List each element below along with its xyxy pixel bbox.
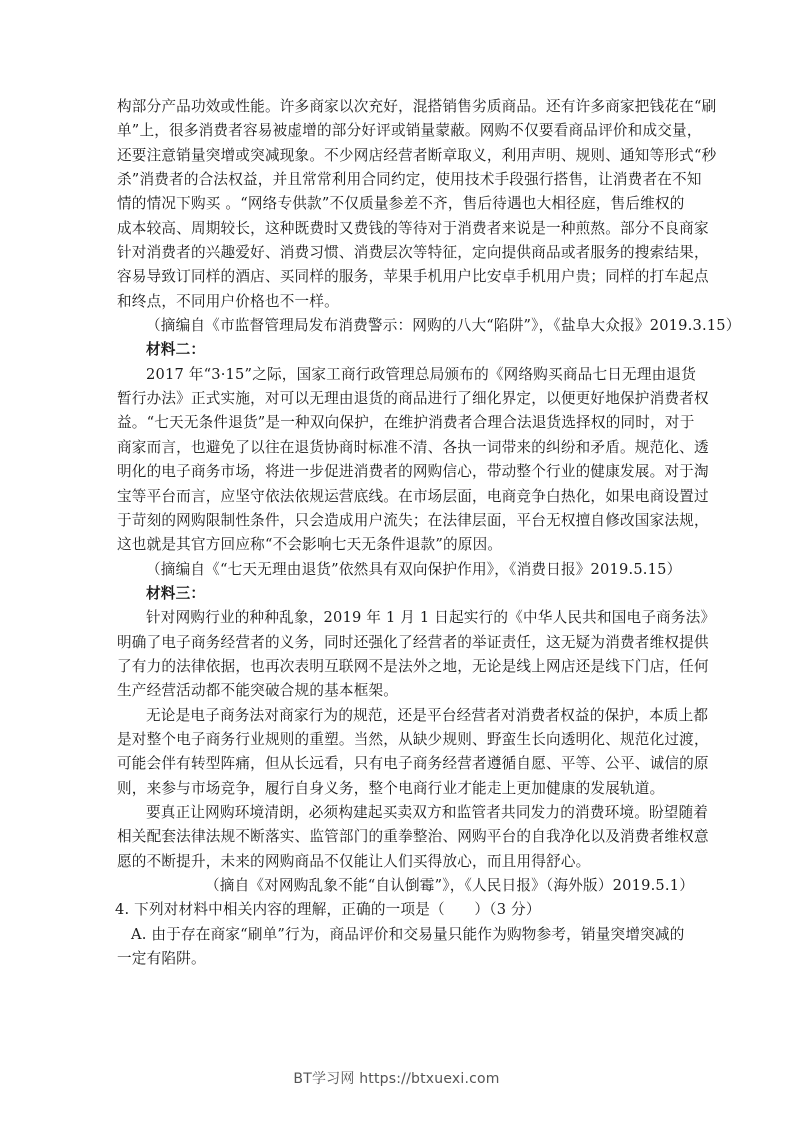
question-stem: 4. 下列对材料中相关内容的理解，正确的一项是（ ）（3 分）	[115, 901, 541, 919]
paragraph-line: 针对消费者的兴趣爱好、消费习惯、消费层次等特征，定向提供商品或者服务的搜索结果，	[117, 244, 709, 262]
paragraph-line: 构部分产品功效或性能。许多商家以次充好，混搭销售劣质商品。还有许多商家把钱花在“刷	[117, 98, 717, 115]
document-page	[115, 95, 741, 971]
paragraph-line: 生产经营活动都不能突破合规的基本框架。	[117, 682, 399, 700]
paragraph-line: 容易导致订同样的酒店、买同样的服务，苹果手机用户比安卓手机用户贵；同样的打车起点	[117, 268, 709, 286]
material-2-source: （摘编自《“七天无理由退货”依然具有双向保护作用》，《消费日报》2019.5.15）	[146, 560, 682, 578]
paragraph-line: 成本较高、周期较长，这种既费时又费钱的等待对于消费者来说是一种煎熬。部分不良商家	[117, 219, 709, 237]
paragraph-line: 了有力的法律依据，也再次表明互联网不是法外之地，无论是线上网店还是线下门店，任何	[117, 657, 709, 675]
paragraph-line: 2017 年“3·15”之际，国家工商行政管理总局颁布的《网络购买商品七日无理由退货	[146, 365, 697, 383]
material-3	[117, 582, 716, 898]
paragraph-line: 和终点，不同用户价格也不一样。	[117, 292, 339, 310]
paragraph-line: 明化的电子商务市场，将进一步促进消费者的网购信心，带动整个行业的健康发展。对于淘	[117, 463, 709, 481]
option-a-line: A. 由于存在商家“刷单”行为，商品评价和交易量只能作为购物参考，销量突增突减的	[131, 925, 685, 943]
option-a-line: 一定有陷阱。	[117, 950, 206, 968]
paragraph-line: 商家而言，也避免了以往在退货协商时标准不清、各执一词带来的纠纷和矛盾。规范化、透	[117, 438, 709, 456]
paragraph-line: 益。“七天无条件退货”是一种双向保护，在维护消费者合理合法退货选择权的同时，对于	[117, 414, 695, 432]
paragraph-line: 暂行办法》正式实施，对可以无理由退货的商品进行了细化界定，以便更好地保护消费者权	[117, 390, 709, 408]
material-2	[117, 338, 709, 581]
paragraph-line: 针对网购行业的种种乱象，2019 年 1 月 1 日起实行的《中华人民共和国电子商务法》	[146, 609, 716, 627]
paragraph-line: 无论是电子商务法对商家行为的规范，还是平台经营者对消费者权益的保护，本质上都	[146, 706, 709, 724]
paragraph-line: 愿的不断提升，未来的网购商品不仅能让人们买得放心，而且用得舒心。	[117, 852, 591, 870]
paragraph-line: 是对整个电子商务行业规则的重塑。当然，从缺少规则、野蛮生长向透明化、规范化过渡，	[117, 730, 709, 748]
paragraph-line: 宝等平台而言，应坚守依法依规运营底线。在市场层面，电商竞争白热化，如果电商设置过	[117, 487, 709, 505]
paragraph-line: 杀”消费者的合法权益，并且常常利用合同约定，使用技术手段强行搭售，让消费者在不知	[117, 171, 702, 189]
material-3-source: （摘自《对网购乱象不能“自认倒霉”》，《人民日报》（海外版）2019.5.1）	[205, 877, 695, 894]
material-1-body	[117, 95, 741, 338]
paragraph-line: 相关配套法律法规不断落实、监管部门的重拳整治、网购平台的自我净化以及消费者维权意	[117, 828, 709, 846]
paragraph-line: 于苛刻的网购限制性条件，只会造成用户流失；在法律层面，平台无权擅自修改国家法规，	[117, 511, 709, 529]
paragraph-line: 情的情况下购买 。“网络专供款”不仅质量参差不齐，售后待遇也大相径庭，售后维权的	[117, 195, 685, 213]
paragraph-line: 要真正让网购环境清朗，必须构建起买卖双方和监管者共同发力的消费环境。盼望随着	[146, 803, 709, 821]
footer-watermark: BT学习网 https://btxuexi.com	[293, 1071, 500, 1087]
material-2-heading: 材料二：	[146, 341, 206, 359]
paragraph-line: 还要注意销量突增或突减现象。不少网店经营者断章取义，利用声明、规则、通知等形式“秒	[117, 146, 717, 164]
paragraph-line: 这也就是其官方回应称“不会影响七天无条件退款”的原因。	[117, 536, 503, 554]
paragraph-line: 明确了电子商务经营者的义务，同时还强化了经营者的举证责任，这无疑为消费者维权提供	[117, 633, 709, 651]
material-3-heading: 材料三：	[146, 584, 206, 602]
paragraph-line: 可能会伴有转型阵痛，但从长远看，只有电子商务经营者遵循自愿、平等、公平、诚信的原	[117, 755, 709, 773]
material-1-source: （摘编自《市监督管理局发布消费警示：网购的八大“陷阱”》，《盐阜大众报》2019.3.15）	[146, 317, 741, 335]
paragraph-line: 单”上，很多消费者容易被虚增的部分好评或销量蒙蔽。网购不仅要看商品评价和成交量，	[117, 122, 702, 140]
question-4	[115, 898, 685, 971]
paragraph-line: 则，来参与市场竞争，履行自身义务，整个电商行业才能走上更加健康的发展轨道。	[117, 779, 665, 797]
